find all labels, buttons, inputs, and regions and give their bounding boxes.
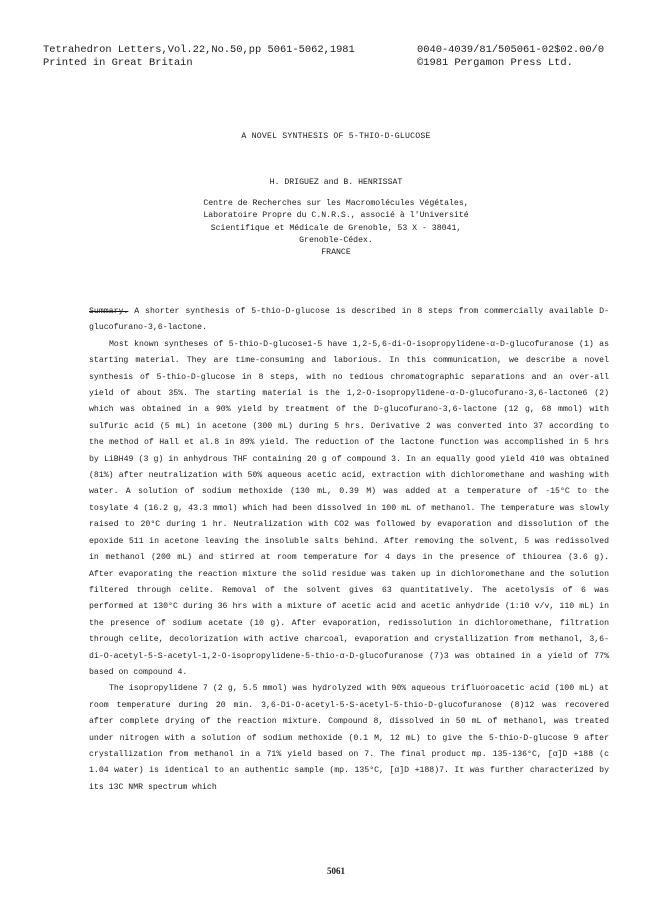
copyright-line: ©1981 Pergamon Press Ltd. xyxy=(417,57,573,69)
publisher-header xyxy=(417,44,604,70)
page-number: 5061 xyxy=(327,866,345,876)
affiliation-line: Grenoble-Cédex. xyxy=(299,235,373,245)
body-paragraph: The isopropylidene 7 (2 g, 5.5 mmol) was hydrolyzed with 90% aqueous trifluoroacetic acid (100 mL) at room temperature during 20 min. 3,6-Di-O-acetyl-5-S-acetyl-5-thio-D-glucofuranose (8)12 was recovered after complete drying of the reaction mixture. Compound 8, dissolved in 50 mL of methanol, was treated under nitrogen with a solution of sodium methoxide (0.1 M, 12 mL) to give the 5-thio-D-glucose 9 after crystallization from methanol in a 71% yield based on 7. The final product mp. 135-136°C, [α]D +188 (c 1.04 water) is identical to an authentic sample (mp. 135°C, [α]D +188)7. It was further characterized by its 13C NMR spectrum which xyxy=(89,684,609,792)
summary-paragraph xyxy=(89,304,609,337)
body-paragraph: Most known syntheses of 5-thio-D-glucose1-5 have 1,2-5,6-di-O-isopropylidene-α-D-glucofuranose (1) as starting material. They are time-consuming and laborious. In this communication, we describe a novel synthesis of 5-thio-D-glucose in 8 steps, with no tedious chromatographic separations and an over-all yield of about 35%. The starting material is the 1,2-O-isopropylidene-α-D-glucofurano-3,6-lactone6 (2) which was obtained in a 90% yield by treatment of the D-glucofurano-3,6-lactone (12 g, 68 mmol) with sulfuric acid (5 mL) in acetone (300 mL) during 5 hrs. Derivative 2 was converted into 37 according to the method of Hall et al.8 in 89% yield. The reduction of the lactone function was accomplished in 5 hrs by LiBH49 (3 g) in anhydrous THF containing 20 g of compound 3. In an equally good yield 410 was obtained (81%) after neutralization with 50% aqueous acetic acid, extraction with dichloromethane and washing with water. A solution of sodium methoxide (130 mL, 0.39 M) was added at a temperature of -15°C to the tosylate 4 (16.2 g, 43.3 mmol) which had been dissolved in 100 mL of methanol. The temperature was slowly raised to 20°C during 1 hr. Neutralization with CO2 was followed by evaporation and dissolution of the epoxide 511 in acetone leaving the insoluble salts behind. After removing the solvent, 5 was redissolved in methanol (200 mL) and stirred at room temperature for 4 days in the presence of thiourea (3.6 g). After evaporating the reaction mixture the solid residue was taken up in dichloromethane and the solution filtered through celite. Removal of the solvent gives 63 quantitatively. The acetolysis of 6 was performed at 130°C during 36 hrs with a mixture of acetic acid and acetic anhydride (1:10 v/v, 110 mL) in the presence of sodium acetate (10 g). After evaporation, redissolution in dichloromethane, filtration through celite, decolorization with active charcoal, evaporation and crystallization from methanol, 3,6-di-O-acetyl-5-S-acetyl-1,2-O-isopropylidene-5-thio-α-D-glucofuranose (7)3 was obtained in a yield of 77% based on compound 4. xyxy=(89,339,609,677)
summary-label: Summary. xyxy=(89,307,129,316)
printed-in: Printed in Great Britain xyxy=(43,57,193,69)
journal-citation: Tetrahedron Letters,Vol.22,No.50,pp 5061-5062,1981 xyxy=(43,44,355,56)
summary-text: A shorter synthesis of 5-thio-D-glucose is described in 8 steps from commercially available D-glucofurano-3,6-lactone. xyxy=(89,307,609,333)
article-authors: H. DRIGUEZ and B. HENRISSAT xyxy=(269,178,403,187)
journal-header xyxy=(43,44,355,70)
affiliation-line: Scientifique et Médicale de Grenoble, 53 X - 38041, xyxy=(210,223,462,233)
article-code: 0040-4039/81/505061-02$02.00/0 xyxy=(417,44,605,56)
article-title: A NOVEL SYNTHESIS OF 5-THIO-D-GLUCOSE xyxy=(241,132,431,141)
affiliation-block xyxy=(0,198,672,259)
article-body xyxy=(89,304,609,796)
affiliation-line: Centre de Recherches sur les Macromolécules Végétales, xyxy=(203,199,469,208)
affiliation-line: Laboratoire Propre du C.N.R.S., associé à l'Université xyxy=(203,211,469,221)
affiliation-line: FRANCE xyxy=(321,248,351,258)
